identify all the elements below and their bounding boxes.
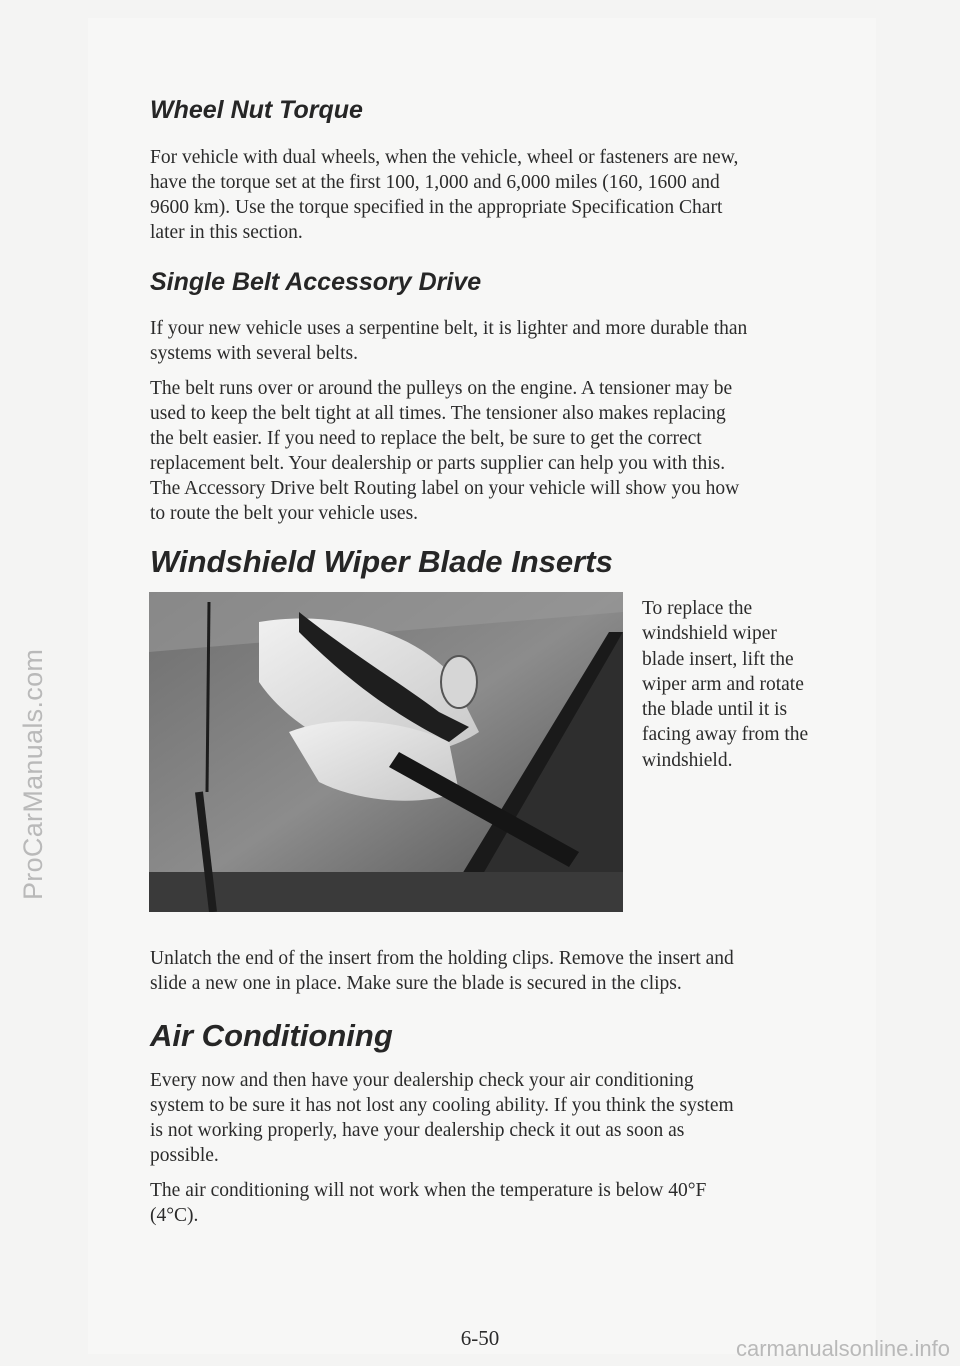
- side-watermark: ProCarManuals.com: [18, 648, 48, 900]
- paragraph-belt-1: If your new vehicle uses a serpentine belt, it is lighter and more durable than systems with several belts.: [150, 318, 748, 364]
- heading-windshield-wiper: Windshield Wiper Blade Inserts: [150, 544, 613, 579]
- wiper-side-instructions: To replace the windshield wiper blade insert, lift the wiper arm and rotate the blade until it is facing away from the windshield.: [642, 598, 809, 771]
- heading-wheel-nut-torque: Wheel Nut Torque: [150, 96, 363, 124]
- paragraph-wheel-nut: For vehicle with dual wheels, when the vehicle, wheel or fasteners are new, have the torque set at the first 100, 1,000 and 6,000 miles (160, 1600 and 9600 km). Use the torque specified in the appropriate Specification Chart later in this section.: [150, 147, 739, 243]
- paragraph-ac-2: The air conditioning will not work when the temperature is below 40°F (4°C).: [150, 1180, 707, 1226]
- page-number: 6-50: [460, 1326, 500, 1350]
- paragraph-belt-2: The belt runs over or around the pulleys on the engine. A tensioner may be used to keep the belt tight at all times. The tensioner also makes replacing the belt easier. If you need to replace the belt, be sure to get the correct replacement belt. Your dealership or parts supplier can help you with this. The Accessory Drive belt Routing label on your vehicle will show you how to route the belt your vehicle uses.: [150, 378, 740, 524]
- wiper-photo-illustration: [149, 592, 623, 912]
- wiper-photo: [149, 592, 623, 912]
- heading-air-conditioning: Air Conditioning: [150, 1018, 393, 1053]
- paragraph-wiper: Unlatch the end of the insert from the holding clips. Remove the insert and slide a new one in place. Make sure the blade is secured in the clips.: [150, 948, 734, 994]
- heading-single-belt: Single Belt Accessory Drive: [150, 268, 482, 296]
- bottom-watermark: carmanualsonline.info: [735, 1336, 950, 1361]
- paragraph-ac-1: Every now and then have your dealership check your air conditioning system to be sure it has not lost any cooling ability. If you think the system is not working properly, have your dealership check it out as soon as possible.: [150, 1070, 734, 1166]
